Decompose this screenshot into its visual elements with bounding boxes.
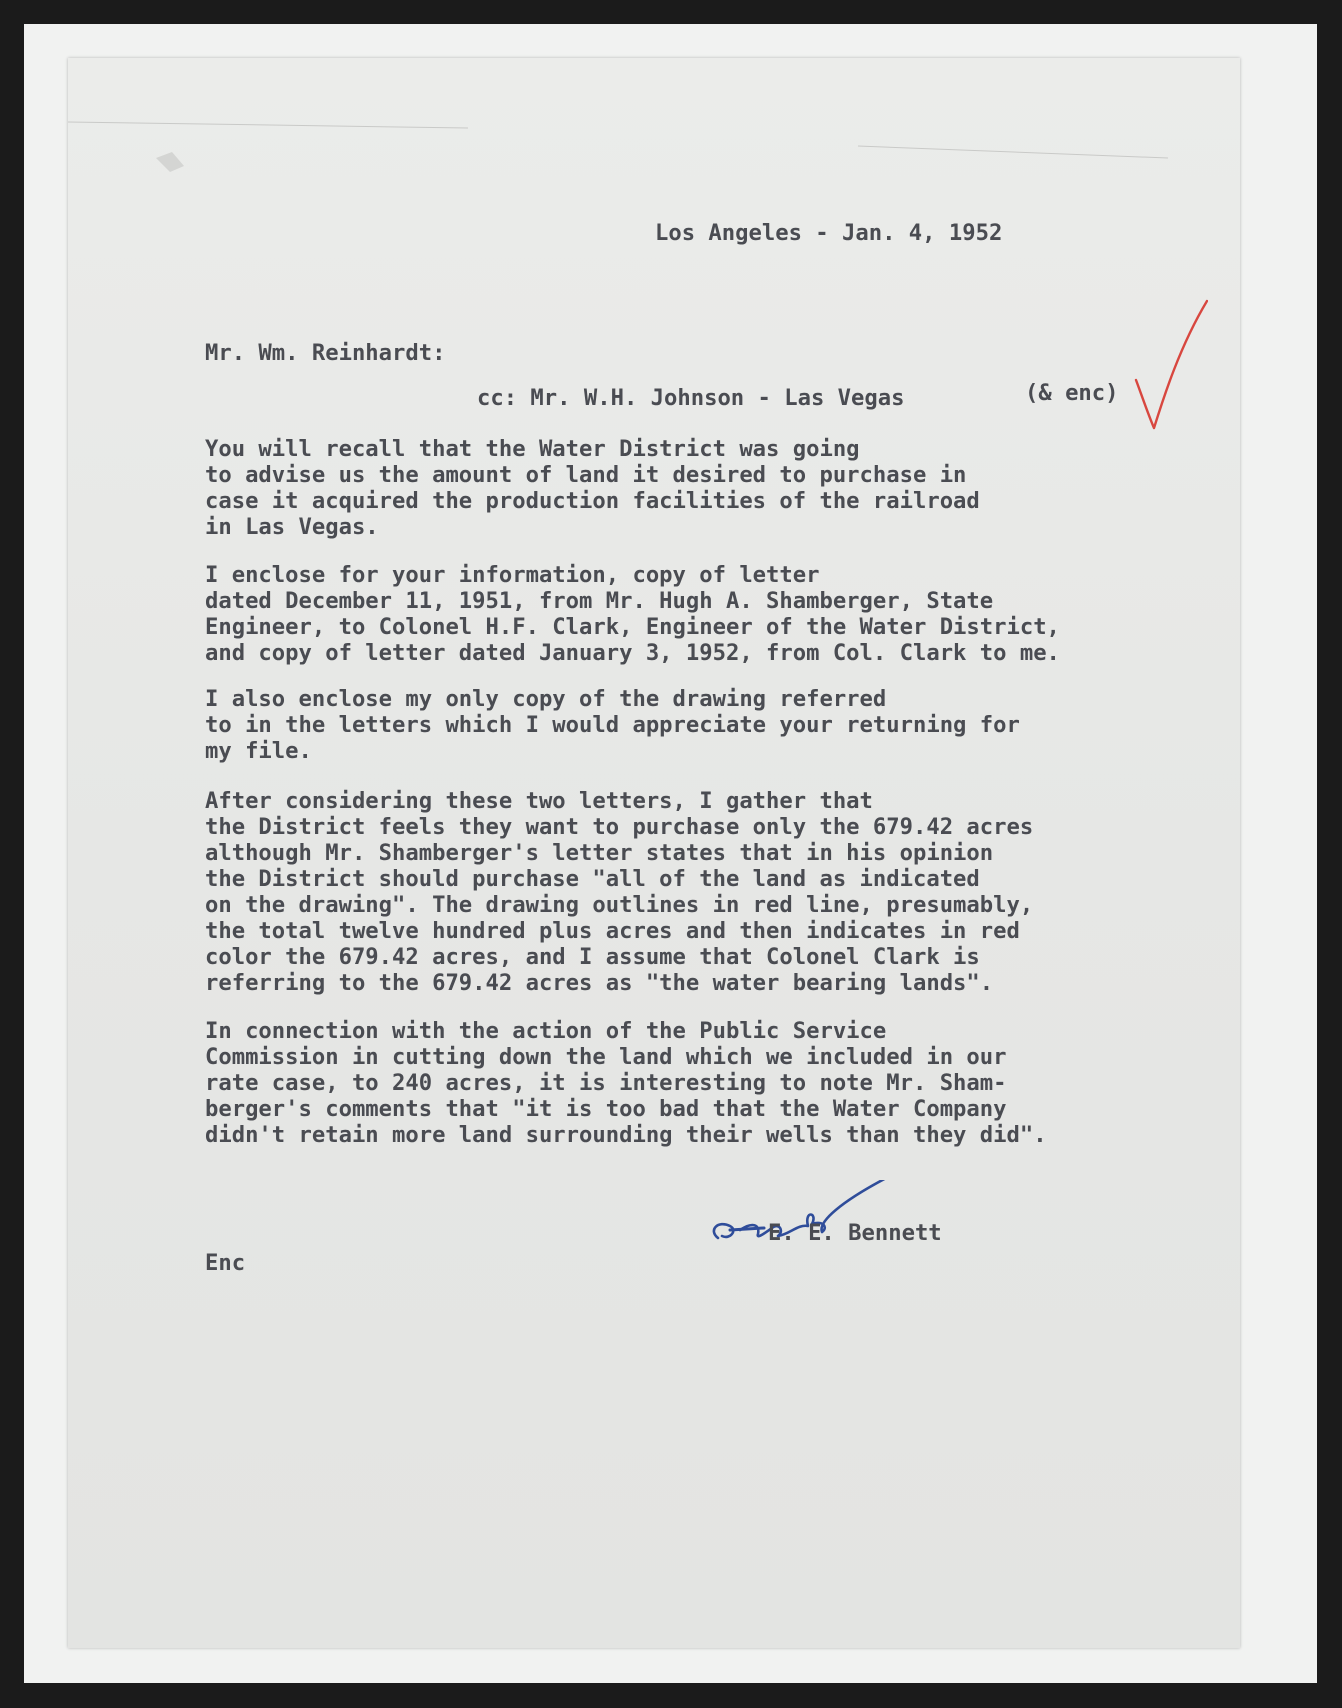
enclosure-note: Enc xyxy=(205,1250,246,1276)
paragraph-3: I also enclose my only copy of the drawing referred to in the letters which I would appreciate your returning for my file. xyxy=(205,686,1020,764)
paragraph-4: After considering these two letters, I gather that the District feels they want to purchase only the 679.42 acres although Mr. Shamberger's letter states that in his opinion the District should purchase "all of the land as indicated on the drawing". The drawing outlines in red line, presumably, the total twelve hundred plus acres and then indicates in red color the 679.42 acres, and I assume that Colonel Clark is referring to the 679.42 acres as "the water bearing lands". xyxy=(205,788,1034,996)
check-mark-icon xyxy=(1128,296,1208,436)
signature-name: E. E. Bennett xyxy=(768,1220,942,1246)
paragraph-5: In connection with the action of the Public Service Commission in cutting down the land which we included in our rate case, to 240 acres, it is interesting to note Mr. Sham- berger's comments that "it is too bad that the Water Company didn't retain more land surrounding their wells than they did". xyxy=(205,1018,1047,1148)
paragraph-1: You will recall that the Water District was going to advise us the amount of land it desired to purchase in case it acquired the production facilities of the railroad in Las Vegas. xyxy=(205,436,980,540)
cc-enclosure: (& enc) xyxy=(1025,380,1119,406)
place-and-date: Los Angeles - Jan. 4, 1952 xyxy=(655,220,1003,246)
paragraph-2: I enclose for your information, copy of letter dated December 11, 1951, from Mr. Hugh A. Shamberger, State Engineer, to Colonel H.F. Clark, Engineer of the Water District, and copy of letter dated January 3, 1952, from Col. Clark to me. xyxy=(205,562,1060,666)
paper-scuff-marks xyxy=(68,58,1240,218)
cc-line: cc: Mr. W.H. Johnson - Las Vegas xyxy=(477,385,905,411)
salutation: Mr. Wm. Reinhardt: xyxy=(205,340,446,366)
